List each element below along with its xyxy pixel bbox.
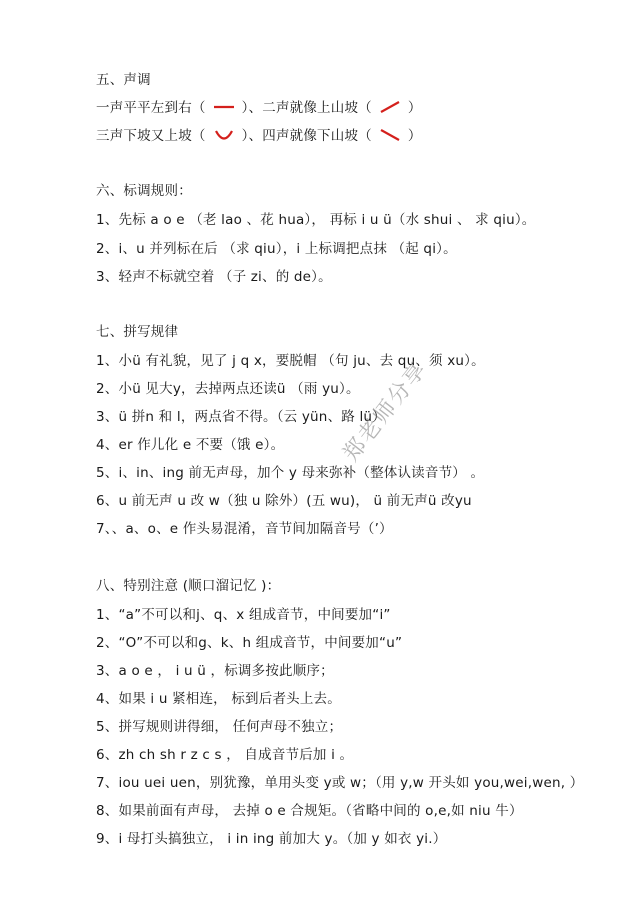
note-8-3: 3、a o e ， i u ü ，标调多按此顺序；: [96, 663, 334, 679]
rule-7-4: 4、er 作儿化 e 不要（饿 e）。: [96, 437, 285, 453]
section-8-heading: 八、特别注意 (顺口溜记忆 )：: [96, 578, 281, 594]
rule-7-5: 5、i、in、ing 前无声母，加个 y 母来弥补（整体认读音节） 。: [96, 465, 485, 481]
note-8-9: 9、i 母打头搞独立， i in ing 前加大 y。（加 y 如衣 yi.）: [96, 831, 447, 847]
section-6-heading: 六、标调规则：: [96, 183, 192, 199]
rule-7-7: 7、、a、o、e 作头易混淆，音节间加隔音号（’）: [96, 521, 393, 537]
note-8-1: 1、“a”不可以和j、q、x 组成音节，中间要加“i”: [96, 607, 391, 623]
rule-6-1: 1、先标 a o e （老 lao 、花 hua）， 再标 i u ü（水 shui 、 求 qiu）。: [96, 212, 536, 228]
tone-line-2-end: ）: [407, 128, 422, 144]
tone-1-flat-mark: [212, 100, 236, 114]
note-8-8: 8、如果前面有声母， 去掉 o e 合规矩。（省略中间的 o,e,如 niu 牛）: [96, 803, 523, 819]
tone-line-1: [96, 98, 422, 118]
section-5-heading: 五、声调: [96, 72, 151, 88]
note-8-4: 4、如果 i u 紧相连， 标到后者头上去。: [96, 691, 341, 707]
note-8-7: 7、iou uei uen，别犹豫，单用头变 y或 w；（用 y,w 开头如 you,wei,wen, ）: [96, 775, 584, 791]
rule-7-6: 6、u 前无声 u 改 w（独 u 除外）(五 wu)， ü 前无声ü 改yu: [96, 493, 472, 509]
tone-3-text: 三声下坡又上坡（: [96, 128, 206, 144]
watermark: 郑老师分享: [338, 356, 433, 467]
rule-7-1: 1、小ü 有礼貌，见了 j q x，要脱帽 （句 ju、去 qu、须 xu）。: [96, 353, 485, 369]
tone-1-text: 一声平平左到右（: [96, 100, 206, 116]
tone-3-dip-mark: [212, 128, 236, 142]
rule-7-3: 3、ü 拼n 和 l，两点省不得。（云 yün、路 lü）: [96, 409, 386, 425]
tone-2-text: ）、二声就像上山坡（: [241, 100, 372, 116]
note-8-5: 5、拼写规则讲得细， 任何声母不独立；: [96, 719, 343, 735]
tone-4-text: ）、四声就像下山坡（: [241, 128, 372, 144]
rule-6-3: 3、轻声不标就空着 （子 zi、的 de）。: [96, 269, 332, 285]
section-7-heading: 七、拼写规律: [96, 324, 179, 340]
tone-4-falling-mark: [378, 128, 402, 142]
rule-7-2: 2、小ü 见大y，去掉两点还读ü （雨 yu）。: [96, 381, 360, 397]
note-8-2: 2、“O”不可以和g、k、h 组成音节，中间要加“u”: [96, 635, 403, 651]
rule-6-2: 2、i、u 并列标在后 （求 qiu），i 上标调把点抹 （起 qi）。: [96, 241, 457, 257]
tone-2-rising-mark: [378, 100, 402, 114]
tone-line-1-end: ）: [407, 100, 422, 116]
note-8-6: 6、zh ch sh r z c s ， 自成音节后加 i 。: [96, 747, 354, 763]
tone-line-2: [96, 126, 422, 146]
